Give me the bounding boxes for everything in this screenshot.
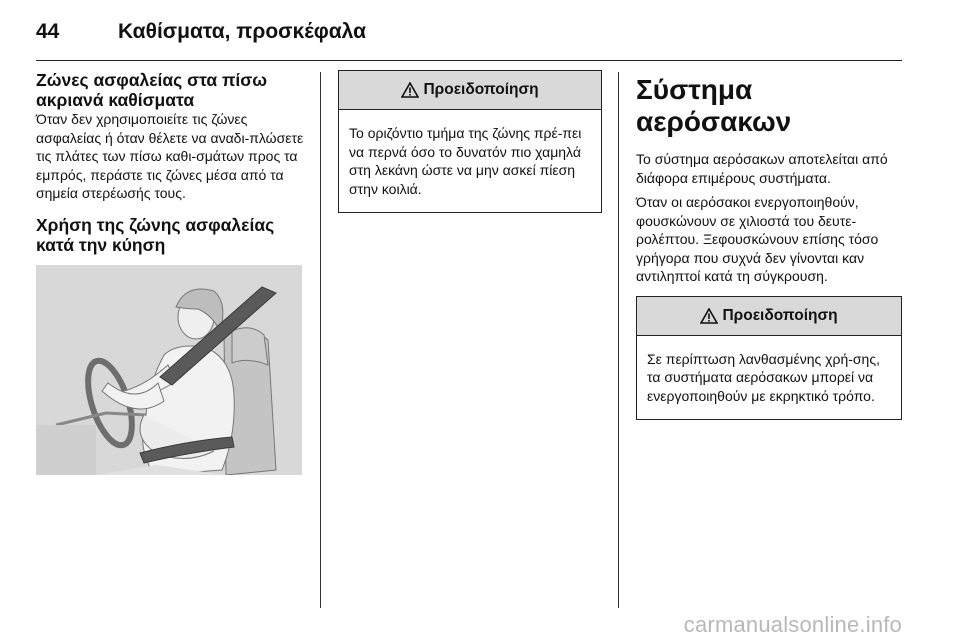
- column-divider: [618, 72, 619, 608]
- warning-title: Προειδοποίηση: [722, 306, 838, 324]
- column-divider: [320, 72, 321, 608]
- section-heading-airbags: Σύστημα αερόσακων: [636, 74, 792, 137]
- airbags-deploy-text: Όταν οι αερόσακοι ενεργοποιηθούν, φουσκώνουν σε χιλιοστά του δευτε-ρολέπτου. Ξεφουσκώνουν επίσης τόσο γρήγορα που συχνά δεν γίνονται καν αντιληπτοί κατά τη σύγκρουση.: [636, 194, 879, 284]
- illustration-drawing: [36, 265, 302, 475]
- warning-text: Το οριζόντιο τμήμα της ζώνης πρέ-πει να περνά όσο το δυνατόν πιο χαμηλά στη λεκάνη ώστε να μην ασκεί πίεση στην κοιλιά.: [349, 125, 582, 197]
- column-right: [636, 70, 902, 420]
- warning-header: [637, 297, 901, 336]
- watermark: carmanualsonline.info: [683, 612, 902, 637]
- page-number: 44: [36, 20, 60, 43]
- warning-triangle-icon: [700, 308, 718, 324]
- pregnant-driver-seatbelt-illustration: [36, 265, 302, 475]
- page-title: Καθίσματα, προσκέφαλα: [118, 20, 366, 43]
- warning-box: [338, 70, 602, 213]
- airbags-intro-text: Το σύστημα αερόσακων αποτελείται από διάφορα επιμέρους συστήματα.: [636, 151, 888, 186]
- section-heading-pregnancy: Χρήση της ζώνης ασφαλείας κατά την κύηση: [36, 214, 275, 255]
- section-heading-seatbelts-rear: Ζώνες ασφαλείας στα πίσω ακριανά καθίσματα: [36, 70, 268, 110]
- warning-title: Προειδοποίηση: [423, 81, 539, 98]
- warning-triangle-icon: [401, 82, 419, 98]
- warning-box: [636, 296, 902, 421]
- warning-text: Σε περίπτωση λανθασμένης χρή-σης, τα συστήματα αερόσακων μπορεί να ενεργοποιηθούν με εκρηκτικό τρόπο.: [647, 350, 880, 404]
- page-header: [36, 16, 902, 61]
- column-left: [36, 70, 306, 475]
- column-middle: [338, 70, 602, 213]
- warning-header: [339, 71, 601, 110]
- seatbelts-rear-text: Όταν δεν χρησιμοποιείτε τις ζώνες ασφαλείας ή όταν θέλετε να αναδι-πλώσετε τις πλάτες των πίσω καθι-σμάτων προς τα εμπρός, περάστε τις ζώνες μέσα από τα σημεία στερέωσής τους.: [36, 111, 304, 201]
